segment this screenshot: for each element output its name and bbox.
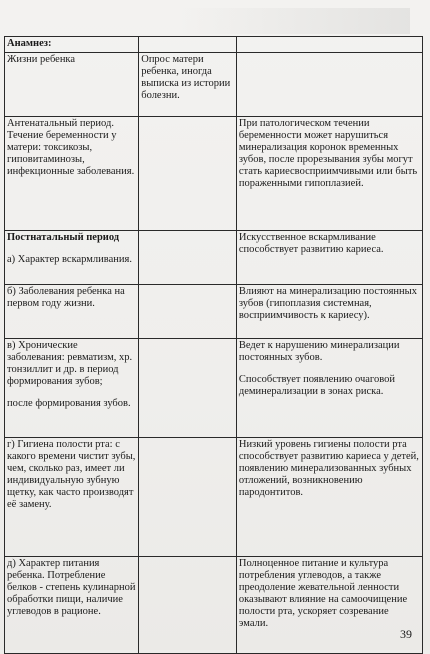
table-cell: Искусственное вскармливание способствует развитию кариеса. [236, 231, 422, 285]
table-row [5, 339, 423, 438]
cell-text: Ведет к нарушению минерализации постоянных зубов. [238, 340, 400, 363]
table-cell: Опрос матери ребенка, иногда выписка из истории болезни. [139, 53, 237, 117]
table-row [5, 557, 423, 654]
table-cell: Полноценное питание и культура потребления углеводов, а также преодоление жевательной ленности оказывают влияние на самоочищение полости рта, ускоряет созревание эмали. [236, 557, 422, 654]
table-header-empty-cell [236, 37, 422, 53]
table-header-row [5, 37, 423, 53]
table-cell: Антенатальный период. Течение беременности у матери: токсикозы, гиповитаминозы, инфекционные заболевания. [5, 117, 139, 231]
table-cell: б) Заболевания ребенка на первом году жизни. [5, 285, 139, 339]
table-cell [139, 117, 237, 231]
table-header-empty-cell [139, 37, 237, 53]
table-row [5, 117, 423, 231]
cell-text: в) Хронические заболевания: ревматизм, хр. тонзиллит и др. в период формирования зубов; [7, 340, 133, 387]
table-cell [139, 339, 237, 438]
table-row [5, 231, 423, 285]
section-title: Постнатальный период [7, 232, 120, 243]
table-cell [139, 438, 237, 557]
table-cell [5, 339, 139, 438]
cell-text: а) Характер вскармливания. [7, 254, 132, 265]
anamnesis-table [4, 36, 423, 654]
table-cell [139, 557, 237, 654]
cell-text: Способствует появлению очаговой деминерализации в зонах риска. [238, 374, 395, 397]
table-cell: Жизни ребенка [5, 53, 139, 117]
table-row [5, 53, 423, 117]
table-cell: Низкий уровень гигиены полости рта способствует развитию кариеса у детей, появлению минерализованных зубных отложений, возникновению пародонтитов. [236, 438, 422, 557]
page-number: 39 [400, 627, 412, 641]
table-cell [236, 53, 422, 117]
table-cell: При патологическом течении беременности может нарушиться минерализация коронок временных зубов, после прорезывания зубы могут стать кариесвосприимчивыми или быть пораженными гипоплазией. [236, 117, 422, 231]
table-row [5, 285, 423, 339]
page-bleed-through [180, 8, 410, 34]
table-cell: г) Гигиена полости рта: с какого времени чистит зубы, чем, сколько раз, имеет ли индивидуальную зубную щетку, как часто производят её замену. [5, 438, 139, 557]
cell-text: после формирования зубов. [7, 398, 131, 409]
table-cell: Влияют на минерализацию постоянных зубов (гипоплазия системная, восприимчивость к кариесу). [236, 285, 422, 339]
table-cell: д) Характер питания ребенка. Потребление белков - степень кулинарной обработки пищи, наличие углеводов в рационе. [5, 557, 139, 654]
table-cell [5, 231, 139, 285]
table-row [5, 438, 423, 557]
table-cell [139, 285, 237, 339]
table-cell [236, 339, 422, 438]
table-header-cell: Анамнез: [5, 37, 139, 53]
table-cell [139, 231, 237, 285]
